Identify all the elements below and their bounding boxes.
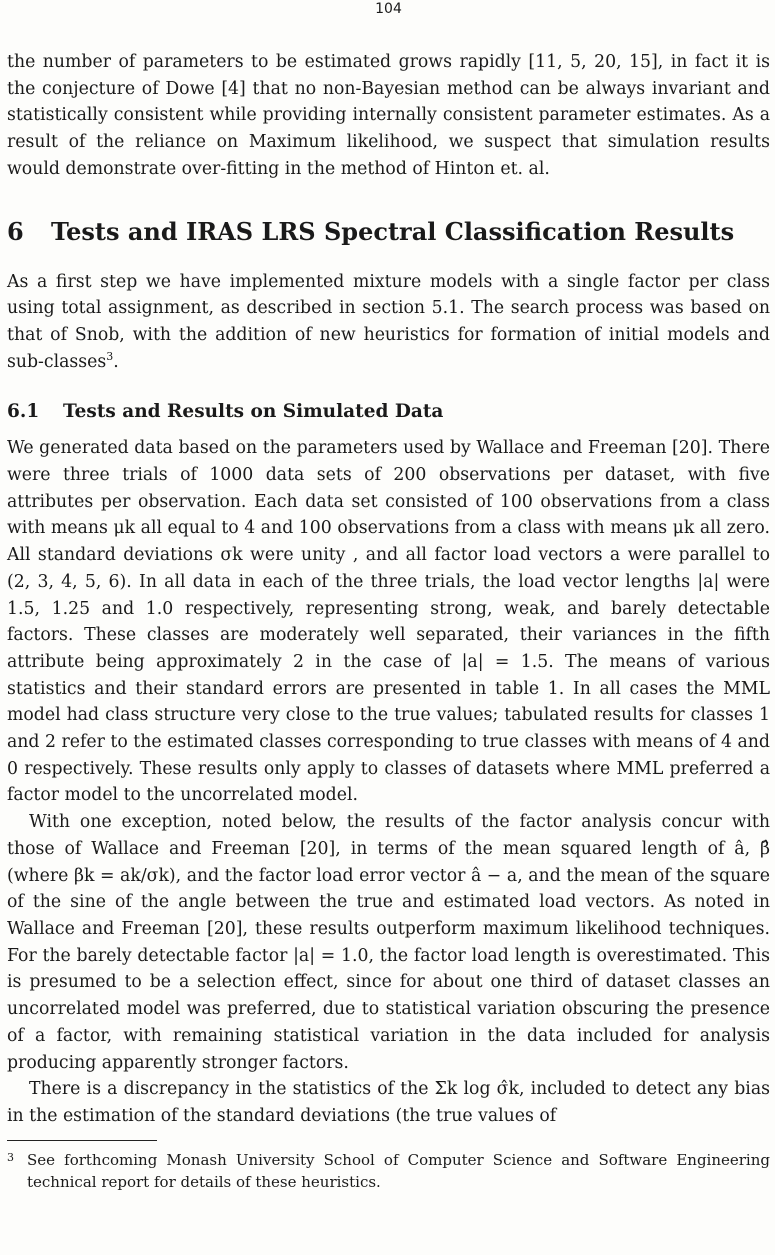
section-6-paragraph (7, 269, 770, 376)
footnote-text: See forthcoming Monash University School of Computer Science and Software Engineering technical report for details of these heuristics. (27, 1150, 770, 1191)
section-6-1-heading (7, 399, 770, 425)
footnote-divider (7, 1140, 157, 1141)
section-6-title: Tests and IRAS LRS Spectral Classification Results (51, 216, 735, 246)
footnote-mark: 3 (7, 1150, 14, 1164)
section-6-1-paragraph-2: With one exception, noted below, the results of the factor analysis concur with those of Wallace and Freeman [20], in terms of the mean squared length of â, β̂ (where βk = ak/σk), and the factor load error vector â − a, and the mean of the square of the sine of the angle between the true and estimated load vectors. As noted in Wallace and Freeman [20], these results outperform maximum likelihood techniques. For the barely detectable factor |a| = 1.0, the factor load length is overestimated. This is presumed to be a selection effect, since for about one third of dataset classes an uncorrelated model was preferred, due to statistical variation obscuring the presence of a factor, with remaining statistical variation in the data included for analysis producing apparently stronger factors. (7, 812, 770, 1073)
section-6-1-title: Tests and Results on Simulated Data (63, 401, 444, 423)
intro-paragraph: the number of parameters to be estimated grows rapidly [11, 5, 20, 15], in fact it is the conjecture of Dowe [4] that no non-Bayesian method can be always invariant and statistically consistent while providing internally consistent parameter estimates. As a result of the reliance on Maximum likelihood, we suspect that simulation results would demonstrate over-fitting in the method of Hinton et. al. (7, 52, 770, 179)
page-number: 104 (375, 1, 402, 17)
section-6-paragraph-end: . (113, 351, 119, 372)
footnote (7, 1147, 770, 1193)
document-page (7, 0, 770, 1193)
section-6-heading (7, 217, 770, 247)
section-6-1-paragraph-1: We generated data based on the parameters used by Wallace and Freeman [20]. There were three trials of 1000 data sets of 200 observations per dataset, with five attributes per observation. Each data set consisted of 100 observations from a class with means μk all equal to 4 and 100 observations from a class with means μk all zero. All standard deviations σk were unity , and all factor load vectors a were parallel to (2, 3, 4, 5, 6). In all data in each of the three trials, the load vector lengths |a| were 1.5, 1.25 and 1.0 respectively, representing strong, weak, and barely detectable factors. These classes are moderately well separated, their variances in the fifth attribute being approximately 2 in the case of |a| = 1.5. The means of various statistics and their standard errors are presented in table 1. In all cases the MML model had class structure very close to the true values; tabulated results for classes 1 and 2 refer to the estimated classes corresponding to true classes with means of 4 and 0 respectively. These results only apply to classes of datasets where MML preferred a factor model to the uncorrelated model. (7, 438, 770, 806)
section-6-1-number: 6.1 (7, 401, 40, 423)
section-6-number: 6 (7, 216, 24, 246)
section-6-paragraph-text: As a first step we have implemented mixture models with a single factor per class using total assignment, as described in section 5.1. The search process was based on that of Snob, with the addition of new heuristics for formation of initial models and sub-classes (7, 271, 770, 372)
section-6-1-paragraph-3: There is a discrepancy in the statistics of the Σk log σ̂k, included to detect any bias in the estimation of the standard deviations (the true values of (7, 1079, 770, 1126)
footnote-ref-3: 3 (106, 349, 114, 363)
